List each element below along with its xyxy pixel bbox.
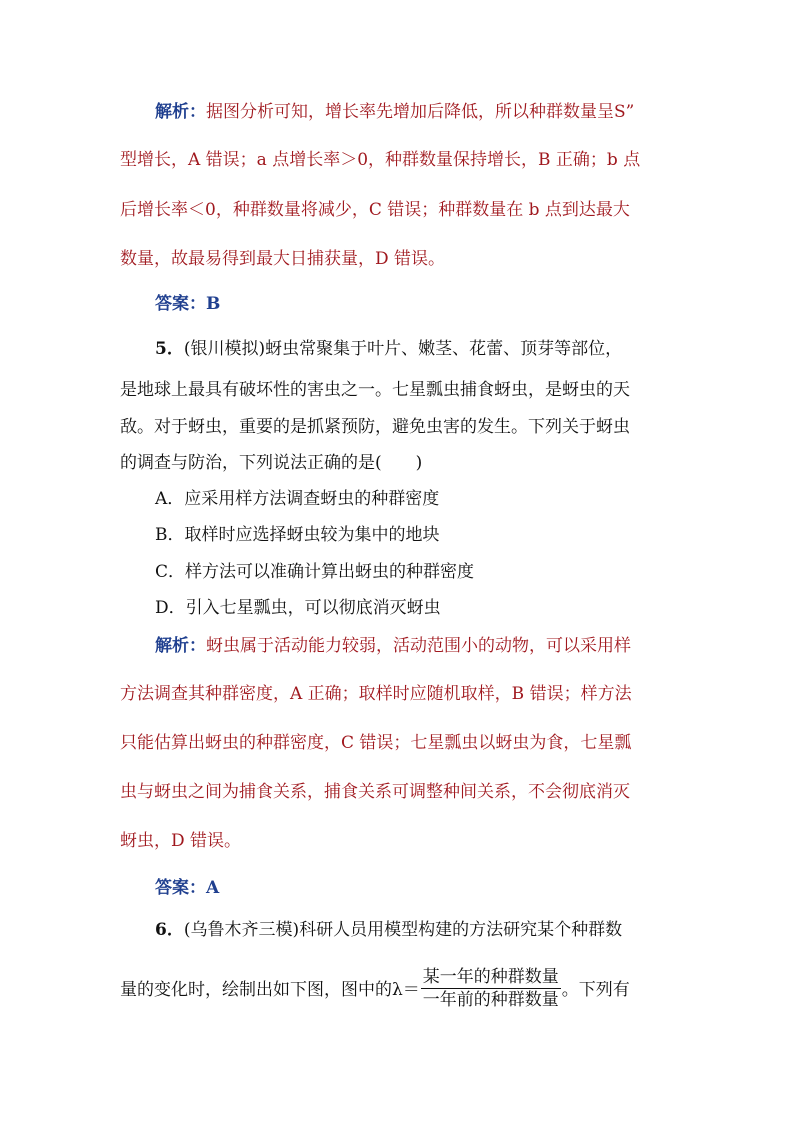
q5-stem-line-1: 5．(银川模拟)蚜虫常聚集于叶片、嫩茎、花蕾、顶芽等部位， — [155, 339, 623, 359]
q5-analysis-line-2: 方法调查其种群密度，A 正确；取样时应随机取样，B 错误；样方法 — [120, 684, 632, 704]
q5-option-b: B．取样时应选择蚜虫较为集中的地块 — [155, 525, 440, 545]
fraction-numerator: 某一年的种群数量 — [422, 967, 559, 987]
q6-number: 6． — [155, 920, 184, 940]
q5-option-c: C．样方法可以准确计算出蚜虫的种群密度 — [155, 562, 475, 582]
q6-stem-line-1: 6．(乌鲁木齐三模)科研人员用模型构建的方法研究某个种群数 — [155, 920, 623, 940]
q4-answer — [155, 292, 680, 316]
q6-stem-line-2: 量的变化时，绘制出如下图，图中的λ＝ $\frac{\text{某一年的种群数量}}{\text{一年前的种群数量}}$ 。下列有 — [120, 967, 630, 1010]
q5-answer-value: A — [206, 878, 220, 898]
q4-answer-label: 答案： — [155, 294, 206, 314]
q5-analysis-line-1: 解析：蚜虫属于活动能力较弱，活动范围小的动物，可以采用样 — [155, 636, 631, 656]
q5-analysis-line-4: 虫与蚜虫之间为捕食关系，捕食关系可调整种间关系，不会彻底消灭 — [120, 782, 630, 802]
lambda-fraction — [421, 966, 561, 1011]
q4-analysis-line-3: 后增长率＜0，种群数量将减少，C 错误；种群数量在 b 点到达最大 — [120, 200, 630, 220]
q4-analysis-line-2: 型增长，A 错误；a 点增长率＞0，种群数量保持增长，B 正确；b 点 — [120, 150, 641, 170]
q5-stem-line-3: 敌。对于蚜虫，重要的是抓紧预防，避免虫害的发生。下列关于蚜虫 — [120, 417, 630, 437]
q5-analysis-line-5: 蚜虫，D 错误。 — [120, 831, 242, 851]
q5-answer — [155, 876, 680, 900]
q4-answer-value: B — [206, 294, 221, 314]
q5-option-d: D．引入七星瓢虫，可以彻底消灭蚜虫 — [155, 598, 441, 618]
q5-stem-line-2: 是地球上最具有破坏性的害虫之一。七星瓢虫捕食蚜虫，是蚜虫的天 — [120, 380, 630, 400]
q4-analysis-label: 解析： — [155, 102, 206, 122]
q4-analysis-line-4: 数量，故最易得到最大日捕获量，D 错误。 — [120, 249, 446, 269]
q5-answer-label: 答案： — [155, 878, 206, 898]
q5-analysis-line-3: 只能估算出蚜虫的种群密度，C 错误；七星瓢虫以蚜虫为食，七星瓢 — [120, 733, 632, 753]
q5-analysis-label: 解析： — [155, 636, 206, 656]
q6-source: (乌鲁木齐三模) — [183, 920, 300, 940]
q5-source: (银川模拟) — [183, 339, 266, 359]
q5-option-a: A．应采用样方法调查蚜虫的种群密度 — [155, 489, 440, 509]
q5-number: 5． — [155, 339, 184, 359]
q4-analysis-line-1: 解析：据图分析可知，增长率先增加后降低，所以种群数量呈S” — [155, 102, 635, 122]
q5-stem-line-4: 的调查与防治，下列说法正确的是( ) — [120, 453, 423, 473]
fraction-denominator: 一年前的种群数量 — [422, 990, 559, 1010]
